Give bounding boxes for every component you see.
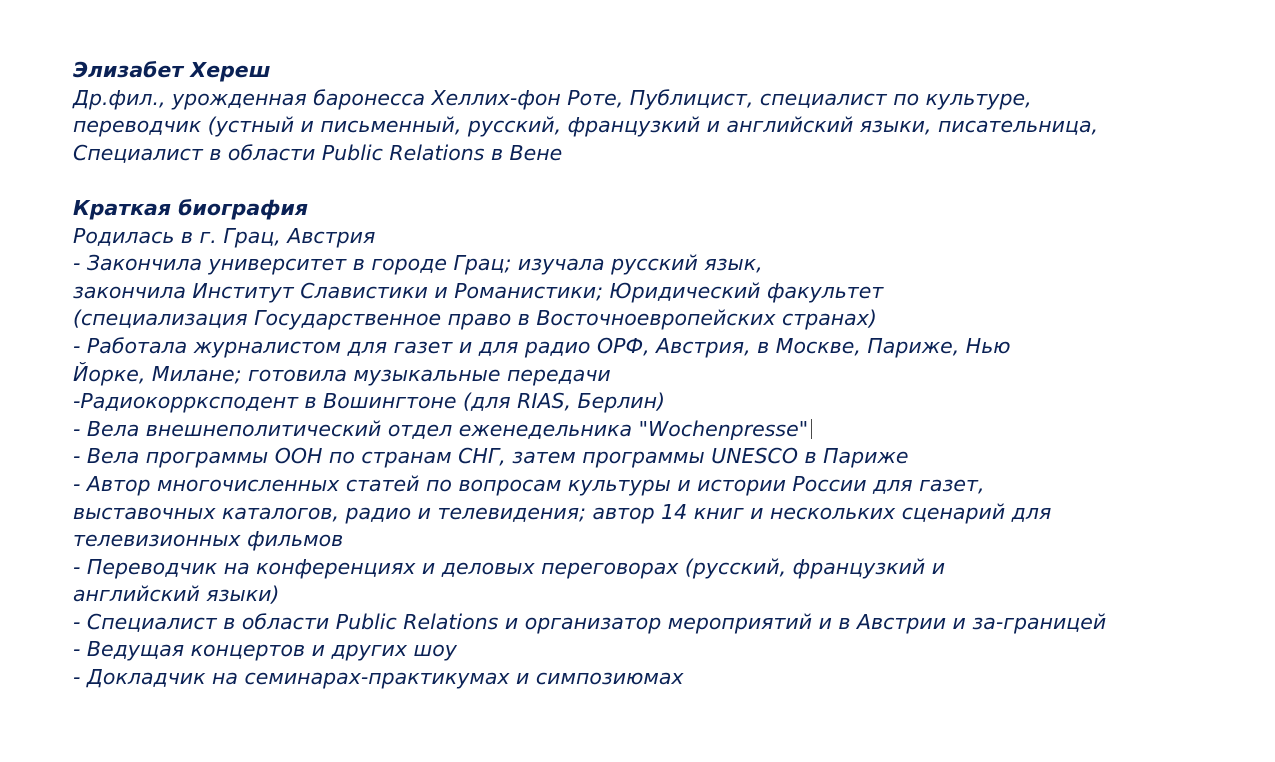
biography-line: - Закончила университет в городе Грац; изучала русский язык, xyxy=(73,251,763,276)
biography-line: (специализация Государственное право в Восточноевропейских странах) xyxy=(73,306,877,331)
biography-line: - Работала журналистом для газет и для радио ОРФ, Австрия, в Москве, Париже, Нью xyxy=(73,333,1011,358)
text-cursor xyxy=(811,419,812,439)
person-name: Элизабет Хереш xyxy=(73,58,271,82)
biography-line: Родилась в г. Грац, Австрия xyxy=(73,223,376,248)
person-title-line: Др.фил., урожденная баронесса Хеллих-фон Роте, Публицист, специалист по культуре, xyxy=(73,85,1032,110)
biography-line-text[interactable]: - Вела внешнеполитический отдел еженедельника "Wochenpresse" xyxy=(73,416,809,441)
biography-line: телевизионных фильмов xyxy=(73,527,344,552)
person-title-line: Специалист в области Public Relations в Вене xyxy=(73,140,563,165)
text-block xyxy=(73,57,1253,692)
paragraph-gap xyxy=(73,167,1253,195)
biography-line: - Ведущая концертов и других шоу xyxy=(73,637,457,662)
biography-line: - Специалист в области Public Relations и организатор мероприятий и в Австрии и за-границей xyxy=(73,609,1107,634)
person-title-line: переводчик (устный и письменный, русский, французкий и английский языки, писательница, xyxy=(73,113,1099,138)
biography-line: Йорке, Милане; готовила музыкальные передачи xyxy=(73,361,611,386)
biography-line: -Радиокоррксподент в Вошингтоне (для RIAS, Берлин) xyxy=(73,389,666,414)
biography-line: - Автор многочисленных статей по вопросам культуры и истории России для газет, xyxy=(73,471,985,496)
biography-line: - Переводчик на конференциях и деловых переговорах (русский, французкий и xyxy=(73,554,946,579)
biography-line: выставочных каталогов, радио и телевидения; автор 14 книг и нескольких сценарий для xyxy=(73,499,1052,524)
biography-line: - Вела программы ООН по странам СНГ, затем программы UNESCO в Париже xyxy=(73,444,909,469)
biography-line-with-cursor[interactable] xyxy=(73,416,1253,444)
biography-line: закончила Институт Славистики и Романистики; Юридический факультет xyxy=(73,278,884,303)
biography-heading: Краткая биография xyxy=(73,195,309,220)
biography-line: английский языки) xyxy=(73,582,280,607)
biography-line: - Докладчик на семинарах-практикумах и симпозиюмах xyxy=(73,665,684,690)
